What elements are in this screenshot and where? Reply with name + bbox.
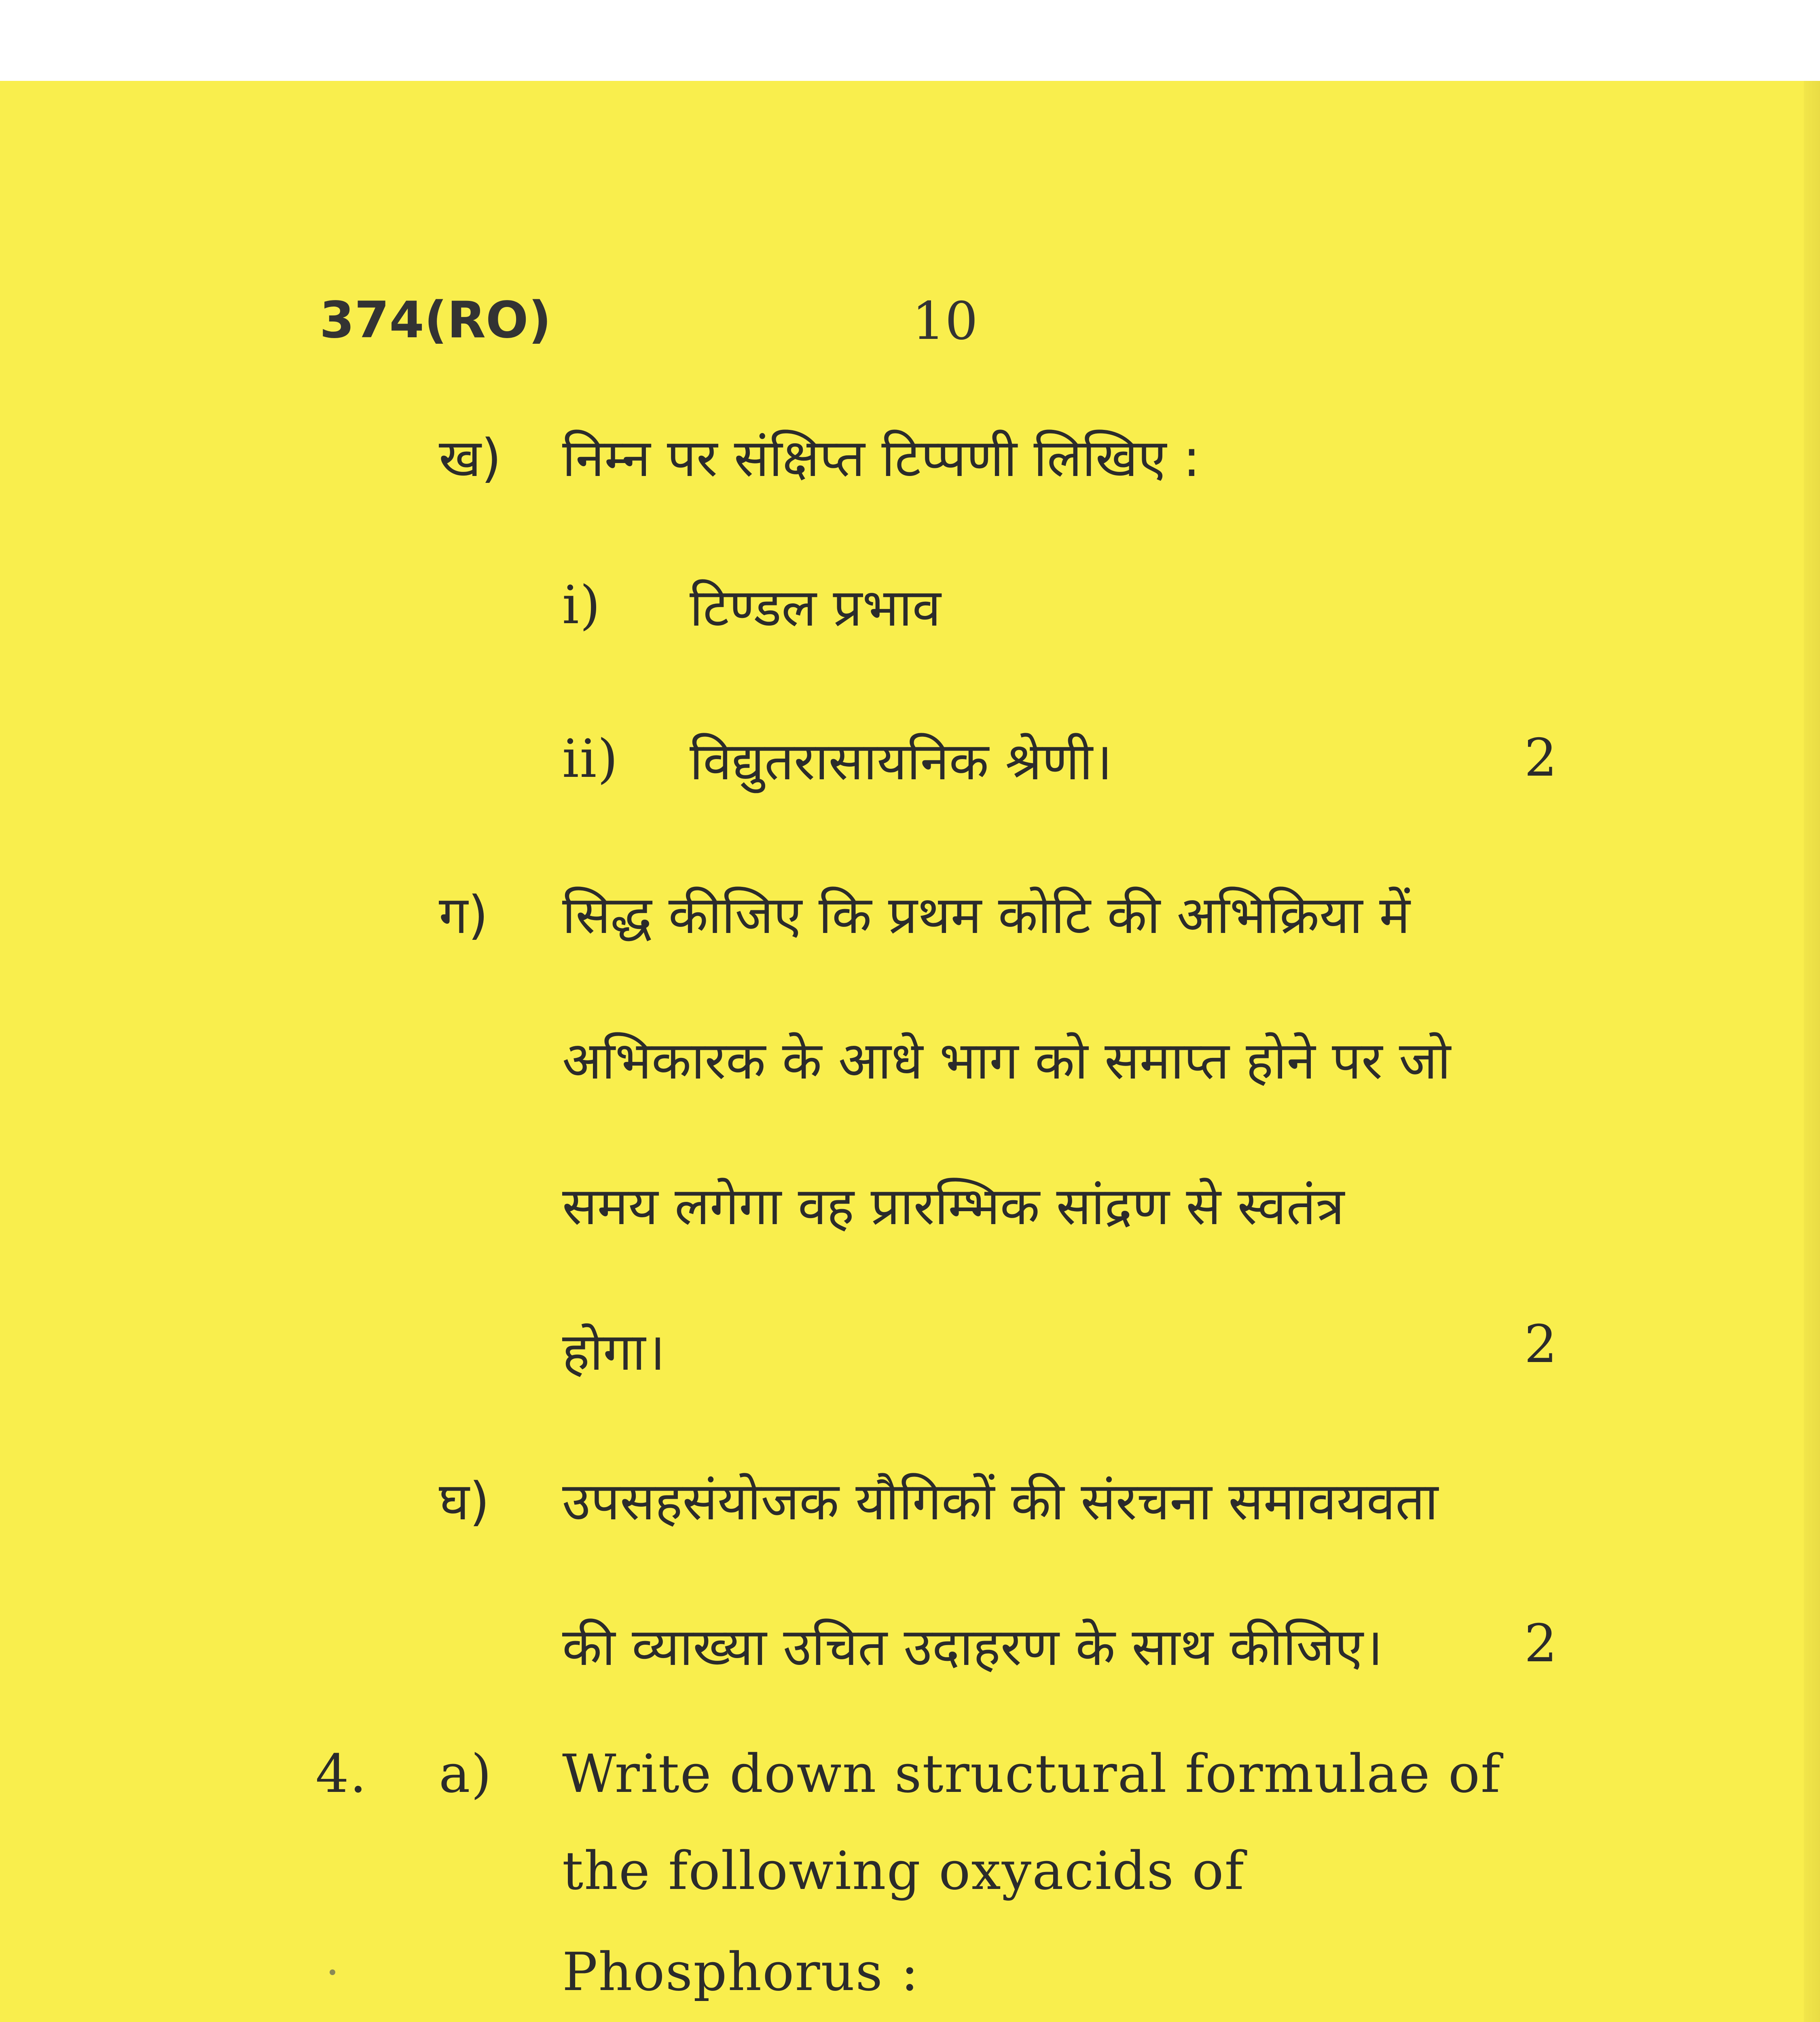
question-gha-line: उपसहसंयोजक यौगिकों की संरचना समावयवता <box>562 1472 1439 1532</box>
marks: 2 <box>1524 1314 1557 1375</box>
question-label-gha: घ) <box>439 1472 490 1532</box>
question-number: 4. <box>315 1743 368 1804</box>
question-ga-line-text: सिद्ध कीजिए कि प्रथम कोटि की अभिक्रिया में <box>562 885 1410 945</box>
question-gha-line: की व्याख्या उचित उदाहरण के साथ कीजिए। <box>562 1617 1383 1677</box>
question-ga-line: समय लगेगा वह प्रारम्भिक सांद्रण से स्वतंत्र <box>562 1176 1345 1237</box>
paper-speck <box>330 1969 335 1975</box>
item-text: विद्युतरासायनिक श्रेणी। <box>690 732 1113 792</box>
page-number: 10 <box>912 291 978 351</box>
question-label-ga: ग) <box>439 885 489 945</box>
item-number: ii) <box>562 728 619 789</box>
question-ga-line: होगा। <box>562 1322 665 1382</box>
question-4-line: Write down structural formulae of <box>562 1743 1501 1804</box>
page-edge <box>1804 81 1820 2022</box>
question-ga-line <box>562 878 1561 948</box>
item-number: i) <box>562 574 601 636</box>
marks: 2 <box>1524 728 1557 788</box>
question-label-kha: ख) <box>439 428 502 489</box>
question-ga-line: अभिकारक के आधे भाग को समाप्त होने पर जो <box>562 1031 1451 1091</box>
question-label-a: a) <box>439 1743 493 1804</box>
question-4-line: the following oxyacids of <box>562 1840 1245 1901</box>
marks: 2 <box>1524 1614 1557 1674</box>
paper-code: 374(RO) <box>320 291 552 349</box>
question-kha-text: निम्न पर संक्षिप्त टिप्पणी लिखिए : <box>562 428 1200 489</box>
question-4-line: Phosphorus : <box>562 1941 920 2003</box>
item-text: टिण्डल प्रभाव <box>690 578 941 638</box>
